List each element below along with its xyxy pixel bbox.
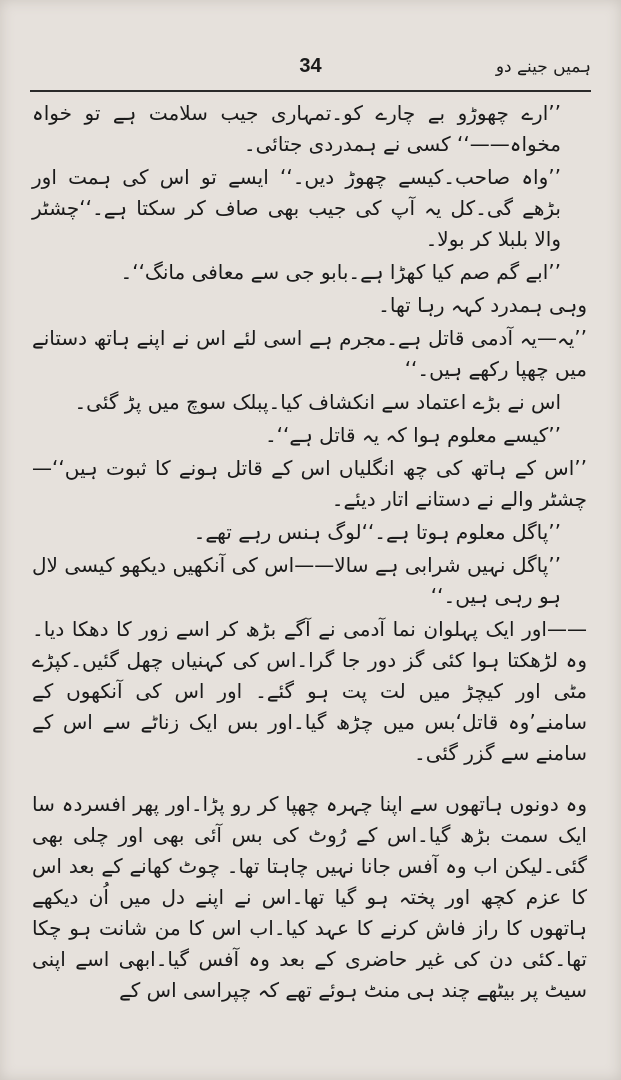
paragraph: ’’کیسے معلوم ہوا کہ یہ قاتل ہے‘‘۔ bbox=[264, 423, 561, 447]
paragraph: وہی ہمدرد کہہ رہا تھا۔ bbox=[378, 293, 587, 317]
paragraph: ’’پاگل نہیں شرابی ہے سالا——اس کی آنکھیں دیکھو کیسی لال ہو رہی ہیں۔‘‘ bbox=[32, 553, 561, 608]
paragraph: ’’واہ صاحب۔کیسے چھوڑ دیں۔‘‘ ایسے تو اس کی ہمت اور بڑھے گی۔کل یہ آپ کی جیب بھی صاف کر سکتا ہے۔‘‘چشٹر والا بلبلا کر بولا۔ bbox=[32, 165, 561, 251]
paragraph: ——اور ایک پہلوان نما آدمی نے آگے بڑھ کر اسے زور کا دھکا دیا۔وہ لڑھکتا ہوا کئی گز دور جا گرا۔اس کی کہنیاں چھل گئیں۔کپڑے مٹی اور کیچڑ میں لت پت ہو گئے۔ اور اس کی آنکھوں کے سامنے’وہ قاتل‘بس میں چڑھ گیا۔اور بس ایک زناٹے سے اس کے سامنے سے گزر گئی۔ bbox=[32, 617, 587, 765]
paragraph: ’’اس کے ہاتھ کی چھ انگلیاں اس کے قاتل ہونے کا ثبوت ہیں‘‘—چشٹر والے نے دستانے اتار دیئے۔ bbox=[32, 456, 587, 511]
page-number: 34 bbox=[299, 55, 322, 77]
running-header bbox=[30, 50, 591, 90]
paragraph: ’’یہ—یہ آدمی قاتل ہے۔مجرم ہے اسی لئے اس نے اپنے ہاتھ دستانے میں چھپا رکھے ہیں۔‘‘ bbox=[32, 326, 587, 381]
paragraph: ’’ارے چھوڑو بے چارے کو۔تمہاری جیب سلامت ہے تو خواہ مخواہ——‘‘ کسی نے ہمدردی جتائی۔ bbox=[32, 101, 561, 156]
paragraph: وہ دونوں ہاتھوں سے اپنا چہرہ چھپا کر رو پڑا۔اور پھر افسردہ سا ایک سمت بڑھ گیا۔اس کے رُوٹ کی بس آئی بھی اور چلی بھی گئی۔لیکن اب وہ آفس جانا نہیں چاہتا تھا۔ چوٹ کھانے کے بعد اس کا عزم کچھ اور پختہ ہو گیا تھا۔اس نے اپنے دل میں اُن دیکھے ہاتھوں کا راز فاش کرنے کا عہد کیا۔اب اس کا من شانت ہو چکا تھا۔کئی دن کی غیر حاضری کے بعد وہ آفس گیا۔ابھی اسے اپنی سیٹ پر بیٹھے چند ہی منٹ ہوئے تھے کہ چپراسی اس کے bbox=[32, 792, 587, 1002]
paragraph: ’’ابے گم صم کیا کھڑا ہے۔بابو جی سے معافی مانگ‘‘۔ bbox=[120, 260, 561, 284]
paragraph: اس نے بڑے اعتماد سے انکشاف کیا۔پبلک سوچ میں پڑ گئی۔ bbox=[74, 390, 561, 414]
header-rule bbox=[30, 90, 591, 92]
page-body bbox=[32, 98, 587, 1008]
book-title: ہمیں جینے دو bbox=[495, 57, 591, 77]
paragraph: ’’پاگل معلوم ہوتا ہے۔‘‘لوگ ہنس رہے تھے۔ bbox=[193, 520, 561, 544]
